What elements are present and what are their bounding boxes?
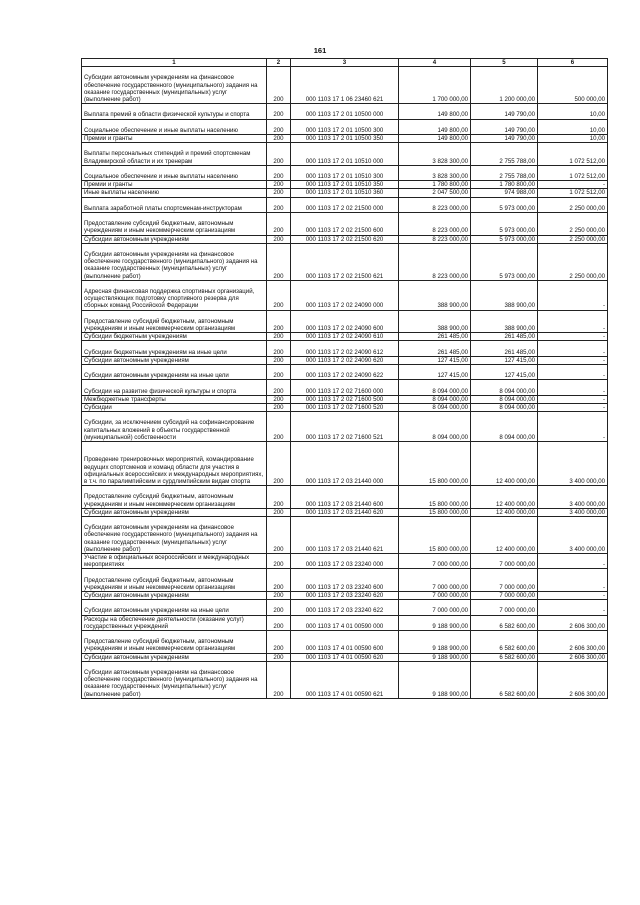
row-kbk: 000 1103 17 2 02 71600 520 <box>291 403 399 411</box>
table-row <box>82 615 608 630</box>
table-row <box>82 280 608 310</box>
row-value-1: 7 000 000,00 <box>399 600 471 615</box>
row-code: 200 <box>267 516 291 553</box>
table-row <box>82 189 608 197</box>
table-row <box>82 243 608 280</box>
row-value-1: 8 223 000,00 <box>399 243 471 280</box>
row-value-1: 2 047 500,00 <box>399 189 471 197</box>
col-header-5: 5 <box>471 59 538 67</box>
row-kbk: 000 1103 17 2 03 21440 600 <box>291 486 399 509</box>
row-kbk: 000 1103 17 2 01 10510 350 <box>291 181 399 189</box>
table-row <box>82 630 608 653</box>
row-name: Премии и гранты <box>82 134 267 142</box>
row-value-1: 3 828 300,00 <box>399 143 471 166</box>
row-value-1: 15 800 000,00 <box>399 486 471 509</box>
row-value-1: 388 900,00 <box>399 280 471 310</box>
row-value-2: 7 000 000,00 <box>471 591 538 599</box>
row-value-1: 8 094 000,00 <box>399 403 471 411</box>
table-row <box>82 569 608 592</box>
row-value-2: 8 094 000,00 <box>471 403 538 411</box>
row-kbk: 000 1103 17 4 01 00590 600 <box>291 630 399 653</box>
row-value-3: - <box>538 395 608 403</box>
table-row <box>82 553 608 568</box>
row-value-1: 8 223 000,00 <box>399 235 471 243</box>
row-name: Социальное обеспечение и иные выплаты населению <box>82 165 267 180</box>
row-value-1: 9 188 900,00 <box>399 653 471 661</box>
row-kbk: 000 1103 17 2 01 10500 350 <box>291 134 399 142</box>
row-value-1: 7 000 000,00 <box>399 569 471 592</box>
row-name: Субсидии автономным учреждениям <box>82 508 267 516</box>
table-row <box>82 661 608 698</box>
row-name: Предоставление субсидий бюджетным, автономным учреждениям и иным некоммерческим организациям <box>82 212 267 235</box>
table-row <box>82 486 608 509</box>
row-value-2: 388 900,00 <box>471 280 538 310</box>
row-value-3: - <box>538 591 608 599</box>
row-name: Субсидии автономным учреждениям на иные цели <box>82 600 267 615</box>
row-code: 200 <box>267 280 291 310</box>
budget-table-body <box>82 59 608 699</box>
row-kbk: 000 1103 17 4 01 00590 620 <box>291 653 399 661</box>
row-code: 200 <box>267 119 291 134</box>
row-code: 200 <box>267 181 291 189</box>
table-row <box>82 412 608 442</box>
row-value-3: - <box>538 341 608 356</box>
table-row <box>82 134 608 142</box>
row-code: 200 <box>267 165 291 180</box>
table-row <box>82 591 608 599</box>
row-value-3: 2 606 300,00 <box>538 661 608 698</box>
row-value-2: 12 400 000,00 <box>471 486 538 509</box>
row-value-3: - <box>538 356 608 364</box>
table-row <box>82 380 608 395</box>
table-row <box>82 395 608 403</box>
row-value-2: 1 780 800,00 <box>471 181 538 189</box>
col-header-4: 4 <box>399 59 471 67</box>
row-code: 200 <box>267 380 291 395</box>
row-name: Субсидии на развитие физической культуры и спорта <box>82 380 267 395</box>
row-value-2: 127 415,00 <box>471 364 538 379</box>
row-value-2: 261 485,00 <box>471 341 538 356</box>
row-value-1: 7 000 000,00 <box>399 591 471 599</box>
row-value-2: 5 973 000,00 <box>471 197 538 212</box>
row-code: 200 <box>267 364 291 379</box>
row-name: Выплаты персональных стипендий и премий спортсменам Владимирской области и их тренерам <box>82 143 267 166</box>
row-name: Субсидии, за исключением субсидий на софинансирование капитальных вложений в объекты государственной (муниципальной) собственности <box>82 412 267 442</box>
row-kbk: 000 1103 17 2 02 71600 500 <box>291 395 399 403</box>
header-row <box>82 59 608 67</box>
row-value-2: 6 582 600,00 <box>471 661 538 698</box>
row-kbk: 000 1103 17 2 01 10510 360 <box>291 189 399 197</box>
table-row <box>82 119 608 134</box>
row-kbk: 000 1103 17 4 01 00590 000 <box>291 615 399 630</box>
row-value-2: 12 400 000,00 <box>471 516 538 553</box>
row-value-3: 1 072 512,00 <box>538 143 608 166</box>
table-row <box>82 341 608 356</box>
row-value-2: 7 000 000,00 <box>471 600 538 615</box>
row-name: Социальное обеспечение и иные выплаты населению <box>82 119 267 134</box>
table-row <box>82 197 608 212</box>
row-kbk: 000 1103 17 2 03 23240 622 <box>291 600 399 615</box>
row-value-2: 974 988,00 <box>471 189 538 197</box>
row-value-3: - <box>538 181 608 189</box>
col-header-1: 1 <box>82 59 267 67</box>
row-name: Субсидии автономным учреждениям на финансовое обеспечение государственного (муниципального) задания на оказание государственных (муниципальных) услуг (выполнение работ) <box>82 67 267 104</box>
row-code: 200 <box>267 600 291 615</box>
row-name: Иные выплаты населению <box>82 189 267 197</box>
row-value-3: - <box>538 310 608 333</box>
row-name: Предоставление субсидий бюджетным, автономным учреждениям и иным некоммерческим организациям <box>82 630 267 653</box>
row-value-1: 8 223 000,00 <box>399 197 471 212</box>
table-row <box>82 67 608 104</box>
row-value-2: 5 973 000,00 <box>471 235 538 243</box>
table-row <box>82 104 608 119</box>
row-kbk: 000 1103 17 2 02 21500 620 <box>291 235 399 243</box>
row-name: Выплата заработной платы спортсменам-инструкторам <box>82 197 267 212</box>
table-row <box>82 212 608 235</box>
row-kbk: 000 1103 17 2 01 10510 300 <box>291 165 399 180</box>
row-name: Предоставление субсидий бюджетным, автономным учреждениям и иным некоммерческим организациям <box>82 310 267 333</box>
row-value-3: - <box>538 364 608 379</box>
row-value-3: 3 400 000,00 <box>538 441 608 485</box>
row-value-3: 1 072 512,00 <box>538 165 608 180</box>
row-value-3: 2 250 000,00 <box>538 235 608 243</box>
row-kbk: 000 1103 17 2 03 23240 000 <box>291 553 399 568</box>
row-value-3: 10,00 <box>538 134 608 142</box>
row-value-2: 7 000 000,00 <box>471 553 538 568</box>
row-code: 200 <box>267 395 291 403</box>
row-name: Субсидии автономным учреждениям на финансовое обеспечение государственного (муниципального) задания на оказание государственных (муниципальных) услуг (выполнение работ) <box>82 661 267 698</box>
row-kbk: 000 1103 17 2 03 21440 620 <box>291 508 399 516</box>
row-value-1: 15 800 000,00 <box>399 441 471 485</box>
row-value-3: - <box>538 553 608 568</box>
row-value-2: 12 400 000,00 <box>471 508 538 516</box>
row-code: 200 <box>267 486 291 509</box>
row-value-1: 9 188 900,00 <box>399 615 471 630</box>
row-value-2: 6 582 600,00 <box>471 615 538 630</box>
row-kbk: 000 1103 17 2 02 21500 600 <box>291 212 399 235</box>
row-value-2: 5 973 000,00 <box>471 212 538 235</box>
budget-table <box>81 58 608 699</box>
row-code: 200 <box>267 441 291 485</box>
table-row <box>82 364 608 379</box>
row-code: 200 <box>267 134 291 142</box>
row-kbk: 000 1103 17 2 02 24090 610 <box>291 333 399 341</box>
row-value-1: 261 485,00 <box>399 333 471 341</box>
row-code: 200 <box>267 653 291 661</box>
row-name: Адресная финансовая поддержка спортивных организаций, осуществляющих подготовку спортивного резерва для сборных команд Российской Федерации <box>82 280 267 310</box>
row-code: 200 <box>267 508 291 516</box>
row-name: Субсидии бюджетным учреждениям на иные цели <box>82 341 267 356</box>
row-value-3: - <box>538 569 608 592</box>
row-name: Предоставление субсидий бюджетным, автономным учреждениям и иным некоммерческим организациям <box>82 486 267 509</box>
row-value-1: 7 000 000,00 <box>399 553 471 568</box>
row-value-2: 5 973 000,00 <box>471 243 538 280</box>
row-value-3: 3 400 000,00 <box>538 486 608 509</box>
row-value-2: 127 415,00 <box>471 356 538 364</box>
row-code: 200 <box>267 189 291 197</box>
row-name: Субсидии <box>82 403 267 411</box>
row-code: 200 <box>267 356 291 364</box>
table-row <box>82 143 608 166</box>
row-value-1: 1 780 800,00 <box>399 181 471 189</box>
row-value-1: 388 900,00 <box>399 310 471 333</box>
row-value-3: - <box>538 380 608 395</box>
row-value-1: 149 800,00 <box>399 104 471 119</box>
row-name: Субсидии автономным учреждениям на финансовое обеспечение государственного (муниципального) задания на оказание государственных (муниципальных) услуг (выполнение работ) <box>82 516 267 553</box>
row-name: Проведение тренировочных мероприятий, командирование ведущих спортсменов и команд области для участия в официальных всероссийских и международных мероприятиях, в т.ч. по паралимпийским и сурдлимпийским видам спорта <box>82 441 267 485</box>
row-code: 200 <box>267 591 291 599</box>
row-kbk: 000 1103 17 2 02 24090 600 <box>291 310 399 333</box>
row-value-3: - <box>538 412 608 442</box>
row-kbk: 000 1103 17 2 01 10510 000 <box>291 143 399 166</box>
table-row <box>82 333 608 341</box>
table-row <box>82 441 608 485</box>
row-value-2: 149 790,00 <box>471 104 538 119</box>
row-value-2: 2 755 788,00 <box>471 165 538 180</box>
row-code: 200 <box>267 243 291 280</box>
row-kbk: 000 1103 17 2 03 21440 000 <box>291 441 399 485</box>
row-kbk: 000 1103 17 2 03 23240 620 <box>291 591 399 599</box>
row-code: 200 <box>267 235 291 243</box>
row-name: Субсидии автономным учреждениям на иные цели <box>82 364 267 379</box>
row-value-1: 8 094 000,00 <box>399 395 471 403</box>
row-kbk: 000 1103 17 1 06 23460 621 <box>291 67 399 104</box>
col-header-3: 3 <box>291 59 399 67</box>
row-kbk: 000 1103 17 2 02 24090 612 <box>291 341 399 356</box>
row-value-1: 8 094 000,00 <box>399 412 471 442</box>
row-code: 200 <box>267 403 291 411</box>
row-name: Участие в официальных всероссийских и международных мероприятиях <box>82 553 267 568</box>
row-value-3: 2 250 000,00 <box>538 212 608 235</box>
row-value-2: 2 755 788,00 <box>471 143 538 166</box>
row-value-1: 9 188 900,00 <box>399 661 471 698</box>
row-value-1: 3 828 300,00 <box>399 165 471 180</box>
row-code: 200 <box>267 67 291 104</box>
row-value-3: - <box>538 600 608 615</box>
row-kbk: 000 1103 17 2 02 71600 521 <box>291 412 399 442</box>
row-code: 200 <box>267 412 291 442</box>
row-kbk: 000 1103 17 2 02 21500 000 <box>291 197 399 212</box>
row-code: 200 <box>267 197 291 212</box>
row-code: 200 <box>267 661 291 698</box>
row-name: Межбюджетные трансферты <box>82 395 267 403</box>
row-code: 200 <box>267 212 291 235</box>
row-name: Расходы на обеспечение деятельности (оказание услуг) государственных учреждений <box>82 615 267 630</box>
row-value-3: 1 072 512,00 <box>538 189 608 197</box>
table-row <box>82 235 608 243</box>
row-value-1: 15 800 000,00 <box>399 516 471 553</box>
row-value-1: 127 415,00 <box>399 356 471 364</box>
row-value-3: 2 250 000,00 <box>538 197 608 212</box>
row-value-2: 6 582 600,00 <box>471 653 538 661</box>
row-value-1: 8 223 000,00 <box>399 212 471 235</box>
row-name: Субсидии автономным учреждениям на финансовое обеспечение государственного (муниципального) задания на оказание государственных (муниципальных) услуг (выполнение работ) <box>82 243 267 280</box>
row-value-2: 149 790,00 <box>471 119 538 134</box>
row-code: 200 <box>267 310 291 333</box>
row-value-3: 2 606 300,00 <box>538 630 608 653</box>
table-row <box>82 403 608 411</box>
table-row <box>82 165 608 180</box>
row-value-2: 8 094 000,00 <box>471 395 538 403</box>
row-name: Субсидии автономным учреждениям <box>82 591 267 599</box>
row-code: 200 <box>267 615 291 630</box>
row-kbk: 000 1103 17 2 01 10500 300 <box>291 119 399 134</box>
row-code: 200 <box>267 630 291 653</box>
row-kbk: 000 1103 17 2 01 10500 000 <box>291 104 399 119</box>
row-name: Субсидии автономным учреждениям <box>82 653 267 661</box>
row-value-2: 1 200 000,00 <box>471 67 538 104</box>
row-code: 200 <box>267 569 291 592</box>
row-value-1: 127 415,00 <box>399 364 471 379</box>
row-kbk: 000 1103 17 2 02 24090 620 <box>291 356 399 364</box>
table-row <box>82 600 608 615</box>
row-value-3: - <box>538 403 608 411</box>
row-value-3: 3 400 000,00 <box>538 508 608 516</box>
row-code: 200 <box>267 104 291 119</box>
row-value-3: 500 000,00 <box>538 67 608 104</box>
row-name: Предоставление субсидий бюджетным, автономным учреждениям и иным некоммерческим организациям <box>82 569 267 592</box>
table-row <box>82 356 608 364</box>
row-kbk: 000 1103 17 2 02 21500 621 <box>291 243 399 280</box>
row-kbk: 000 1103 17 2 02 24090 000 <box>291 280 399 310</box>
col-header-2: 2 <box>267 59 291 67</box>
row-value-2: 7 000 000,00 <box>471 569 538 592</box>
table-row <box>82 181 608 189</box>
table-row <box>82 310 608 333</box>
row-value-1: 9 188 900,00 <box>399 630 471 653</box>
row-value-3: 2 606 300,00 <box>538 653 608 661</box>
row-value-2: 8 094 000,00 <box>471 380 538 395</box>
row-name: Субсидии бюджетным учреждениям <box>82 333 267 341</box>
row-value-1: 149 800,00 <box>399 119 471 134</box>
row-code: 200 <box>267 143 291 166</box>
row-value-2: 8 094 000,00 <box>471 412 538 442</box>
row-value-2: 6 582 600,00 <box>471 630 538 653</box>
page-number: 161 <box>313 46 327 55</box>
row-value-3: - <box>538 280 608 310</box>
row-name: Премии и гранты <box>82 181 267 189</box>
row-value-2: 388 900,00 <box>471 310 538 333</box>
row-kbk: 000 1103 17 2 02 71600 000 <box>291 380 399 395</box>
row-kbk: 000 1103 17 4 01 00590 621 <box>291 661 399 698</box>
row-value-1: 261 485,00 <box>399 341 471 356</box>
row-value-3: 10,00 <box>538 104 608 119</box>
row-code: 200 <box>267 553 291 568</box>
table-row <box>82 653 608 661</box>
row-kbk: 000 1103 17 2 03 21440 621 <box>291 516 399 553</box>
row-value-1: 8 094 000,00 <box>399 380 471 395</box>
row-name: Субсидии автономным учреждениям <box>82 356 267 364</box>
row-value-3: 3 400 000,00 <box>538 516 608 553</box>
table-row <box>82 516 608 553</box>
row-kbk: 000 1103 17 2 02 24090 622 <box>291 364 399 379</box>
col-header-6: 6 <box>538 59 608 67</box>
row-value-3: 10,00 <box>538 119 608 134</box>
row-value-2: 12 400 000,00 <box>471 441 538 485</box>
row-value-1: 15 800 000,00 <box>399 508 471 516</box>
row-code: 200 <box>267 341 291 356</box>
row-kbk: 000 1103 17 2 03 23240 600 <box>291 569 399 592</box>
row-value-3: 2 250 000,00 <box>538 243 608 280</box>
row-name: Субсидии автономным учреждениям <box>82 235 267 243</box>
row-value-3: 2 606 300,00 <box>538 615 608 630</box>
row-value-3: - <box>538 333 608 341</box>
row-value-2: 261 485,00 <box>471 333 538 341</box>
row-value-2: 149 790,00 <box>471 134 538 142</box>
row-value-1: 1 700 000,00 <box>399 67 471 104</box>
table-row <box>82 508 608 516</box>
row-code: 200 <box>267 333 291 341</box>
row-name: Выплата премий в области физической культуры и спорта <box>82 104 267 119</box>
row-value-1: 149 800,00 <box>399 134 471 142</box>
